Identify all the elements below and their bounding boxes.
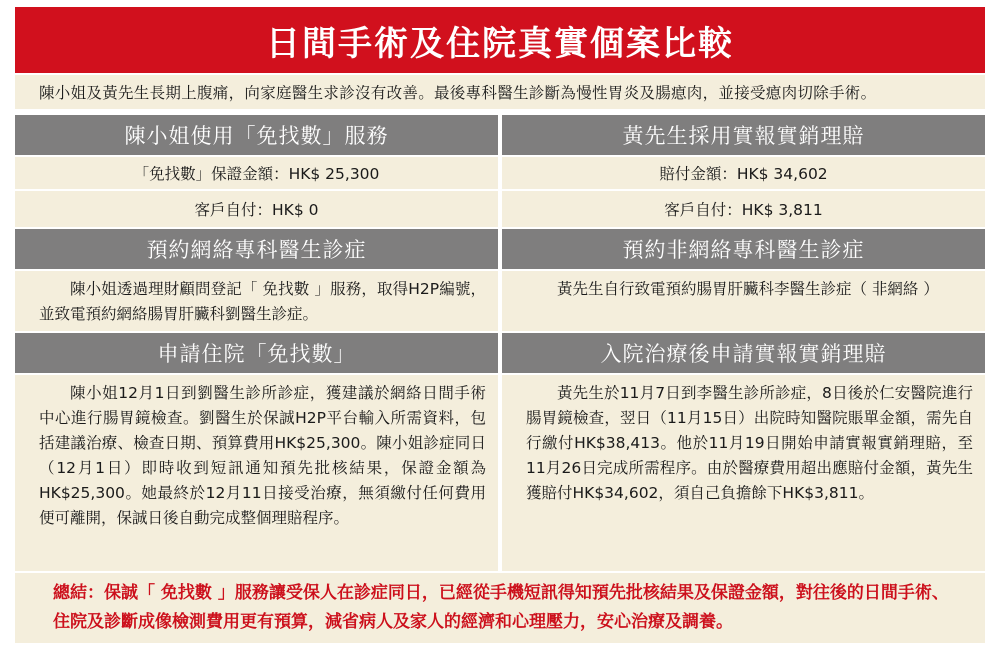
page-title: 日間手術及住院真實個案比較 bbox=[15, 7, 985, 73]
right-self-pay: 客戶自付：HK$ 3,811 bbox=[502, 191, 985, 227]
comparison-table bbox=[15, 7, 985, 643]
intro-text: 陳小姐及黃先生長期上腹痛，向家庭醫生求診沒有改善。最後專科醫生診斷為慢性胃炎及腸瘜肉，並接受瘜肉切除手術。 bbox=[15, 75, 985, 109]
case-column-mr-wong bbox=[500, 115, 985, 571]
case-column-ms-chan bbox=[15, 115, 500, 571]
case-columns bbox=[15, 115, 985, 571]
right-section3-heading: 入院治療後申請實報實銷理賠 bbox=[502, 333, 985, 373]
right-section2-text: 黃先生自行致電預約腸胃肝臟科李醫生診症（ 非網絡 ） bbox=[502, 271, 985, 331]
left-self-pay: 客戶自付：HK$ 0 bbox=[15, 191, 498, 227]
right-section2-heading: 預約非網絡專科醫生診症 bbox=[502, 229, 985, 269]
right-claim-amount: 賠付金額：HK$ 34,602 bbox=[502, 157, 985, 189]
left-section2-text: 陳小姐透過理財顧問登記「 免找數 」服務，取得H2P編號，並致電預約網絡腸胃肝臟科劉醫生診症。 bbox=[15, 271, 498, 331]
right-section3-text: 黃先生於11月7日到李醫生診所診症，8日後於仁安醫院進行腸胃鏡檢查，翌日（11月15日）出院時知醫院賬單金額，需先自行繳付HK$38,413。他於11月19日開始申請實報實銷理賠，至11月26日完成所需程序。由於醫療費用超出應賠付金額，黃先生獲賠付HK$34,602，須自己負擔餘下HK$3,811。 bbox=[502, 375, 985, 571]
summary-text: 保誠「 免找數 」服務讓受保人在診症同日，已經從手機短訊得知預先批核結果及保證金額，對往後的日間手術、住院及診斷成像檢測費用更有預算，減省病人及家人的經濟和心理壓力，安心治療及調養。 bbox=[53, 583, 949, 632]
summary-block bbox=[15, 573, 985, 643]
left-section2-heading: 預約網絡專科醫生診症 bbox=[15, 229, 498, 269]
left-section3-text: 陳小姐12月1日到劉醫生診所診症，獲建議於網絡日間手術中心進行腸胃鏡檢查。劉醫生於保誠H2P平台輸入所需資料，包括建議治療、檢查日期、預算費用HK$25,300。陳小姐診症同日（12月1日）即時收到短訊通知預先批核結果，保證金額為HK$25,300。她最終於12月11日接受治療，無須繳付任何費用便可離開，保誠日後自動完成整個理賠程序。 bbox=[15, 375, 498, 571]
left-section3-heading: 申請住院「免找數」 bbox=[15, 333, 498, 373]
left-guaranteed-amount: 「免找數」保證金額：HK$ 25,300 bbox=[15, 157, 498, 189]
left-section1-heading: 陳小姐使用「免找數」服務 bbox=[15, 115, 498, 155]
summary-label: 總結： bbox=[53, 583, 104, 603]
right-section1-heading: 黃先生採用實報實銷理賠 bbox=[502, 115, 985, 155]
